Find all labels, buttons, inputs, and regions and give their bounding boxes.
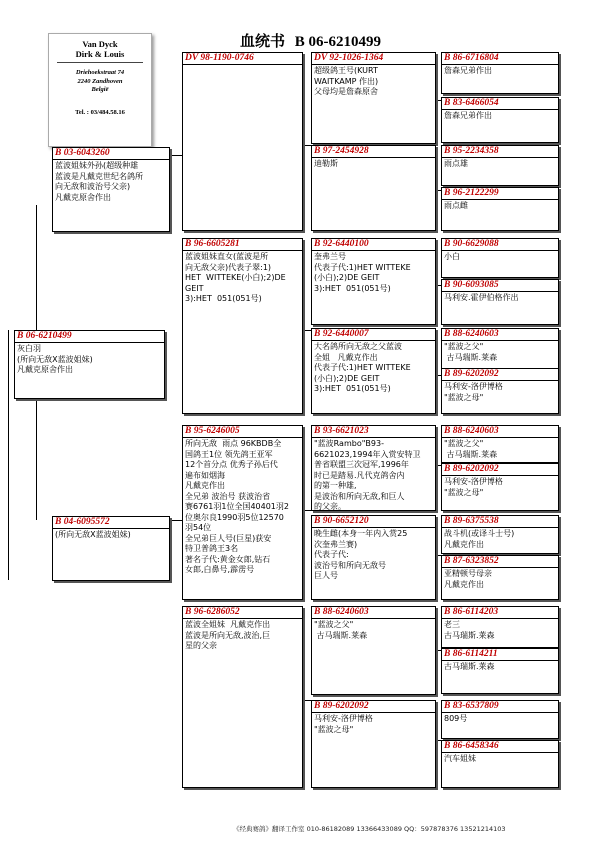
ring-number: B 89-6202092: [312, 701, 435, 713]
pigeon-card-g4-3: [311, 238, 436, 325]
connector-line: [36, 400, 37, 520]
page-title: [240, 30, 387, 51]
ring-number: B 89-6202092: [442, 369, 558, 381]
pigeon-info: 小白: [444, 252, 460, 261]
breeder-address-line1: Driehoekstraat 74: [75, 69, 125, 76]
pigeon-card-g5-4: [441, 187, 559, 231]
ring-number: B 87-6323852: [442, 556, 558, 568]
breeder-name: [57, 39, 143, 63]
ring-number: B 96-2122299: [442, 188, 558, 200]
pigeon-card-dam: [52, 516, 170, 581]
breeder-name-line1: Van Dyck: [82, 39, 118, 49]
pigeon-info: 亚精顿号母亲 凡戴克作出: [444, 569, 492, 589]
pigeon-card-g5-9: [441, 425, 559, 463]
pigeon-info: (所向无敌X蓝波姐妹): [55, 530, 131, 539]
pigeon-card-g5-2: [441, 97, 559, 143]
breeder-address-line3: België: [91, 86, 109, 93]
connector-line: [36, 205, 37, 330]
pigeon-info: 蓝波全姐妹 凡戴克作出 蓝波是所向无敌,波治,巨 星的父亲: [185, 620, 271, 650]
ring-number: B 86-6458346: [442, 741, 558, 753]
ring-number: B 83-6466054: [442, 98, 558, 110]
footer-contact: 《经典赛鸽》翻译工作室 010-86182089 13366433089 QQ：597878376 13521214103: [233, 825, 506, 833]
pigeon-card-g4-2: [311, 145, 436, 231]
ring-number: DV 98-1190-0746: [183, 53, 302, 65]
pigeon-card-sire-sire: [182, 52, 303, 231]
ring-number: B 95-2234358: [442, 146, 558, 158]
pigeon-card-dam-sire: [182, 425, 303, 600]
pigeon-info: 灰白羽 (所向无敌X蓝波姐妹) 凡戴克原舍作出: [17, 344, 93, 374]
pigeon-info: 809号: [444, 714, 468, 723]
connector-line: [170, 520, 182, 521]
pigeon-card-g5-16: [441, 740, 559, 788]
ring-number: B 90-6652120: [312, 516, 435, 528]
pigeon-card-g5-10: [441, 463, 559, 511]
pigeon-card-g4-7: [311, 606, 436, 695]
ring-number: B 86-6114211: [442, 649, 558, 661]
pigeon-card-g4-5: [311, 425, 436, 511]
ring-number: B 97-2454928: [312, 146, 435, 158]
title-label: 血统书: [240, 34, 286, 50]
pigeon-info: 迪勒斯: [314, 159, 338, 168]
breeder-name-line2: Dirk & Louis: [75, 49, 125, 59]
pigeon-card-g5-1: [441, 52, 559, 94]
pigeon-card-g5-3: [441, 145, 559, 186]
ring-number: B 89-6202092: [442, 464, 558, 476]
pigeon-info: "蓝波之父" 古马瑞斯.莱森: [314, 620, 368, 640]
pigeon-card-g5-6: [441, 279, 559, 325]
ring-number: B 89-6375538: [442, 516, 558, 528]
pigeon-card-g5-15: [441, 700, 559, 739]
pigeon-card-g4-1: [311, 52, 436, 144]
ring-number: B 95-6246005: [183, 426, 302, 438]
pigeon-card-g5-8: [441, 368, 559, 414]
ring-number: B 86-6114203: [442, 607, 558, 619]
pigeon-info: 雨点雌: [444, 201, 468, 210]
pigeon-info: 汽车姐妹: [444, 754, 476, 763]
pigeon-info: 大名鸽所向无敌之父蓝波 全姐 凡戴克作出 代表子代:1)HET WITTEKE (小白);2)DE GEIT 3):HET 051(051号): [314, 342, 411, 393]
pigeon-info: 晚生雌(本身一年内入赏25 次奎弗兰赛) 代表子代: 波治号和所向无敌号 巨人号: [314, 529, 408, 580]
pigeon-info: "蓝波Rambo"B93- 6621023,1994年入赏安特卫 普省联盟三次冠军,1996年 时已是踏易.凡代克鸽舍内 的第一种雄, 是波治和所向无敌,和巨人 的父亲。: [314, 439, 421, 511]
pigeon-card-g4-4: [311, 328, 436, 414]
title-ring-number: B 06-6210499: [294, 34, 382, 50]
breeder-address: [49, 69, 151, 95]
ring-number: B 92-6440007: [312, 329, 435, 341]
breeder-address-line2: 2240 Zandhoven: [77, 77, 123, 85]
pigeon-info: 所向无敌 雨点 96KBDB全 国鸽王1位 领先鸽王亚军 12个首分点 优秀子孙后代 遍布如烟海 凡戴克作出 全兄弟 波治号 获波治省 赛6761羽1位全国40401羽2 位奥尔良1990羽5位12570 羽54位 全兄弟巨人号(巨星)获安 特卫普鸽王3名 著名子代:黄金女郎,钻石 女郎,白鼻号,霹雳号: [185, 439, 289, 574]
pigeon-card-g5-11: [441, 515, 559, 554]
ring-number: B 90-6093085: [442, 280, 558, 292]
breeder-logo-card: [48, 33, 152, 147]
pigeon-card-g5-7: [441, 328, 559, 369]
pigeon-card-g5-14: [441, 648, 559, 694]
pigeon-info: 奎弗兰号 代表子代:1)HET WITTEKE (小白);2)DE GEIT 3):HET 051(051号): [314, 252, 411, 293]
ring-number: DV 92-1026-1364: [312, 53, 435, 65]
connector-line: [8, 330, 9, 580]
pigeon-card-g5-12: [441, 555, 559, 600]
ring-number: B 92-6440100: [312, 239, 435, 251]
pigeon-card-dam-dam: [182, 606, 303, 788]
ring-number: B 96-6286052: [183, 607, 302, 619]
breeder-phone: Tel. : 03/484.58.16: [75, 108, 125, 116]
pigeon-card-g5-13: [441, 606, 559, 648]
ring-number: B 96-6605281: [183, 239, 302, 251]
pigeon-card-sire-dam: [182, 238, 303, 414]
pigeon-info: 战斗机(或译斗士号) 凡戴克作出: [444, 529, 515, 549]
pigeon-info: 老三 古马瑞斯.莱森: [444, 620, 495, 640]
ring-number: B 86-6716804: [442, 53, 558, 65]
pigeon-info: 蓝波姐妹外孙(超级种雄 蓝波是凡戴克世纪名鸽所 向无敌和波治号父亲) 凡戴克原舍作出: [55, 161, 143, 202]
pigeon-card-g4-8: [311, 700, 436, 788]
ring-number: B 88-6240603: [442, 426, 558, 438]
pigeon-info: 超级鸽王号(KURT WAITKAMP 作出) 父母均是詹森原舍: [314, 66, 379, 96]
ring-number: B 93-6621023: [312, 426, 435, 438]
ring-number: B 88-6240603: [312, 607, 435, 619]
ring-number: B 06-6210499: [15, 331, 164, 343]
ring-number: B 04-6095572: [53, 517, 169, 529]
pigeon-info: 雨点雄: [444, 159, 468, 168]
pigeon-info: 马利安-洛伊博格 "蓝波之母": [444, 477, 503, 497]
pigeon-info: 古马瑞斯.莱森: [444, 662, 495, 671]
ring-number: B 88-6240603: [442, 329, 558, 341]
pigeon-card-subject: [14, 330, 165, 399]
pigeon-info: 詹森兄弟作出: [444, 66, 492, 75]
ring-number: B 03-6043260: [53, 148, 169, 160]
pigeon-info: "蓝波之父" 古马瑞斯.莱森: [444, 342, 498, 362]
ring-number: B 90-6629088: [442, 239, 558, 251]
pigeon-info: 詹森兄弟作出: [444, 111, 492, 120]
pigeon-card-g5-5: [441, 238, 559, 278]
pigeon-info: [183, 65, 302, 67]
pigeon-info: 马利安.霍伊伯格作出: [444, 293, 519, 302]
pigeon-info: "蓝波之父" 古马瑞斯.莱森: [444, 439, 498, 459]
pigeon-info: 马利安-洛伊博格 "蓝波之母": [444, 382, 503, 402]
pigeon-card-g4-6: [311, 515, 436, 600]
pigeon-info: 马利安-洛伊博格 "蓝波之母": [314, 714, 373, 734]
connector-line: [170, 155, 182, 156]
ring-number: B 83-6537809: [442, 701, 558, 713]
pigeon-info: 蓝波姐妹直女(蓝波是所 向无敌父亲)代表子翠:1) HET WITTEKE(小白);2)DE GEIT 3):HET 051(051号): [185, 252, 286, 303]
pigeon-card-sire: [52, 147, 170, 232]
